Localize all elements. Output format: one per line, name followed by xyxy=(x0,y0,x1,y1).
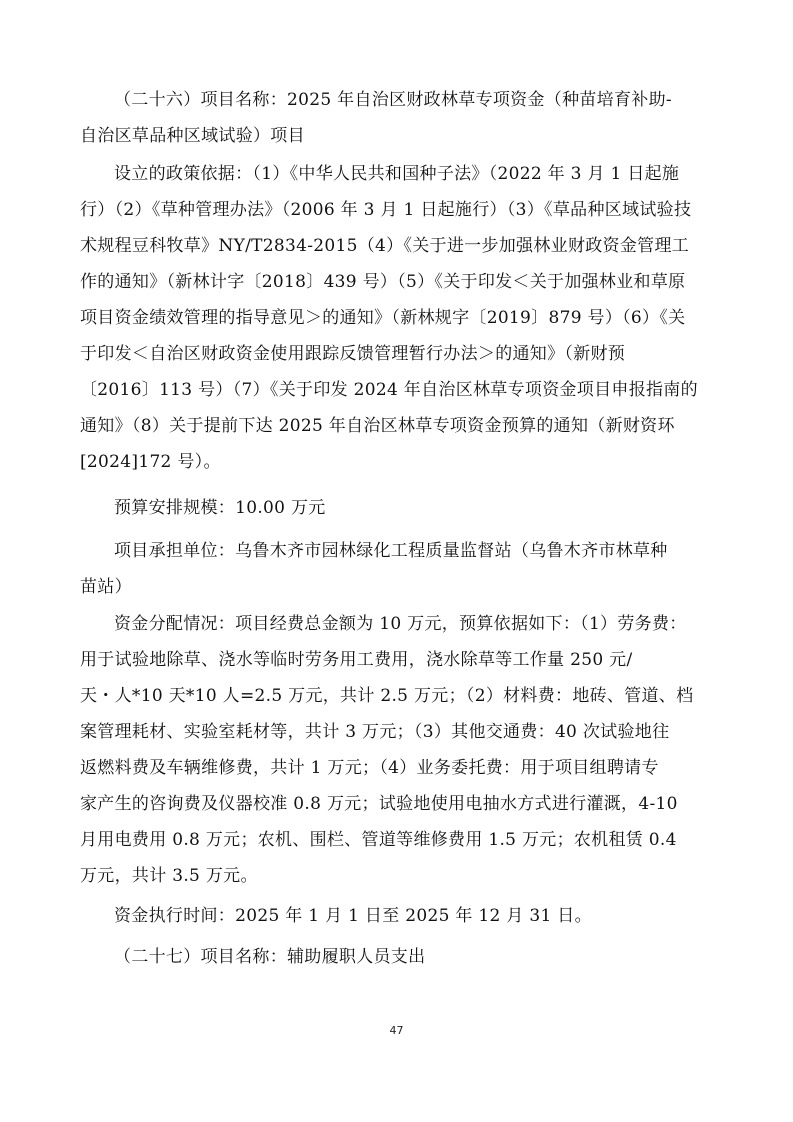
policy-basis-line: 作的通知》（新林计字〔2018〕439 号）（5）《关于印发＜关于加强林业和草原 xyxy=(80,272,686,292)
fund-allocation-line: 月用电费用 0.8 万元；农机、围栏、管道等维修费用 1.5 万元；农机租赁 0.4 xyxy=(80,830,677,850)
policy-basis-line: 术规程豆科牧草》NY/T2834-2015（4）《关于进一步加强林业财政资金管理工 xyxy=(80,236,690,256)
policy-basis-line: 项目资金绩效管理的指导意见＞的通知》（新林规字〔2019〕879 号）（6）《关 xyxy=(80,308,686,328)
item-26-title: （二十六）项目名称：2025 年自治区财政林草专项资金（种苗培育补助- xyxy=(114,90,672,110)
undertaking-unit-cont: 苗站） xyxy=(80,577,132,597)
fund-allocation-line: 案管理耗材、实验室耗材等，共计 3 万元；（3）其他交通费：40 次试验地往 xyxy=(80,722,670,742)
fund-allocation-line: 万元，共计 3.5 万元。 xyxy=(80,866,258,886)
policy-basis-line: 于印发＜自治区财政资金使用跟踪反馈管理暂行办法＞的通知》（新财预 xyxy=(80,344,626,364)
execution-time: 资金执行时间：2025 年 1 月 1 日至 2025 年 12 月 31 日。 xyxy=(114,906,592,926)
policy-basis-line: 设立的政策依据：（1）《中华人民共和国种子法》（2022 年 3 月 1 日起施 xyxy=(114,164,680,184)
policy-basis-line: 行）（2）《草种管理办法》（2006 年 3 月 1 日起施行）（3）《草品种区域试验技 xyxy=(80,200,692,220)
policy-basis-line: 通知》（8）关于提前下达 2025 年自治区林草专项资金预算的通知（新财资环 xyxy=(80,416,675,436)
policy-basis-line: [2024]172 号）。 xyxy=(80,452,221,472)
fund-allocation-line: 家产生的咨询费及仪器校准 0.8 万元；试验地使用电抽水方式进行灌溉，4-10 xyxy=(80,794,678,814)
budget-scale: 预算安排规模：10.00 万元 xyxy=(114,498,326,518)
undertaking-unit: 项目承担单位：乌鲁木齐市园林绿化工程质量监督站（乌鲁木齐市林草种 xyxy=(114,541,668,561)
page-number: 47 xyxy=(389,1024,404,1037)
fund-allocation-line: 天・人*10 天*10 人=2.5 万元，共计 2.5 万元；（2）材料费：地砖、管道、档 xyxy=(80,686,694,706)
fund-allocation-line: 返燃料费及车辆维修费，共计 1 万元；（4）业务委托费：用于项目组聘请专 xyxy=(80,758,659,778)
item-27-title: （二十七）项目名称：辅助履职人员支出 xyxy=(114,947,426,967)
item-26-title-cont: 自治区草品种区域试验）项目 xyxy=(80,126,305,146)
fund-allocation-line: 用于试验地除草、浇水等临时劳务用工费用，浇水除草等工作量 250 元/ xyxy=(80,650,633,670)
policy-basis-line: 〔2016〕113 号）（7）《关于印发 2024 年自治区林草专项资金项目申报指南的 xyxy=(80,380,698,400)
fund-allocation-line: 资金分配情况：项目经费总金额为 10 万元，预算依据如下：（1）劳务费： xyxy=(114,614,687,634)
